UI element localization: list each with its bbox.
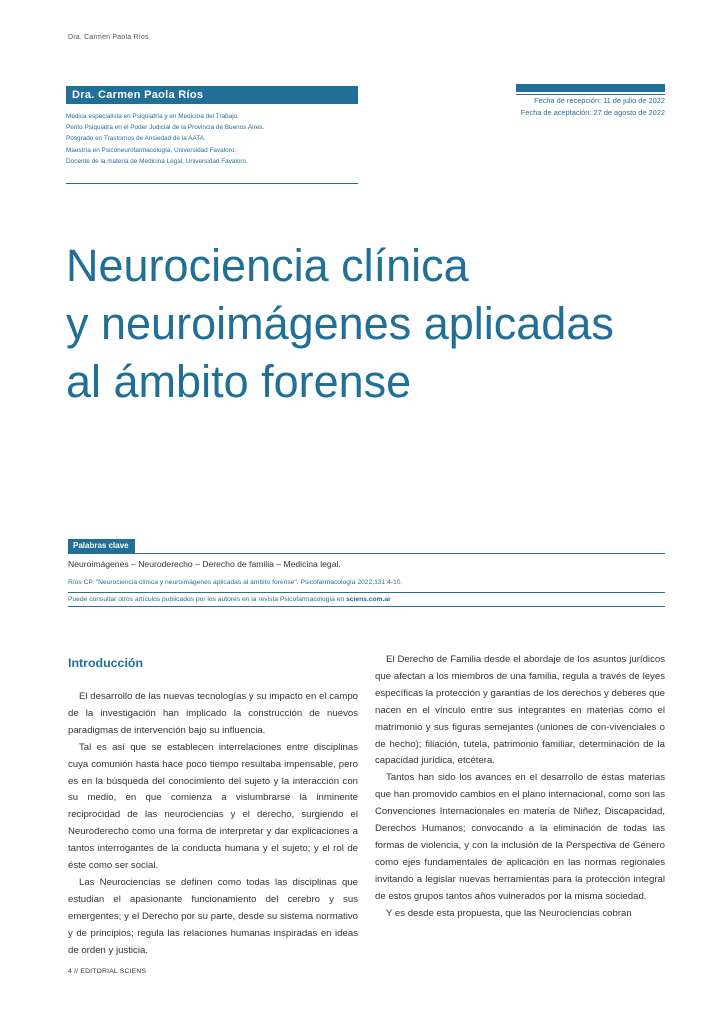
page-footer: 4 // EDITORIAL SCIENS [68, 968, 147, 975]
credential-item: Docente de la materia de Medicina Legal, Universidad Favaloro. [66, 157, 248, 165]
credential-item: Maestría en Psiconeurofarmacología, Universidad Favaloro. [66, 146, 237, 154]
more-articles-note [68, 596, 391, 603]
keywords-text: Neuroimágenes – Neuroderecho – Derecho de familia – Medicina legal. [68, 559, 341, 569]
divider [66, 183, 358, 184]
section-heading: Introducción [68, 656, 144, 670]
received-date: Fecha de recepción: 11 de julio de 2022 [534, 96, 665, 105]
more-articles-text: Puede consultar otros artículos publicados por los autores en la revista Psicofarmacología en [68, 596, 347, 603]
credential-item: Posgrado en Trastornos de Ansiedad de la AATA. [66, 135, 206, 143]
credential-item: Perito Psiquiatra en el Poder Judicial de la Provincia de Buenos Aires. [66, 124, 265, 132]
author-name: Dra. Carmen Paola Ríos [66, 86, 358, 104]
title-line-3: al ámbito forense [66, 356, 412, 407]
divider [68, 553, 665, 554]
body-column-right [375, 652, 665, 923]
divider [68, 592, 665, 593]
title-line-1: Neurociencia clínica [66, 240, 469, 291]
body-column-left [68, 654, 358, 960]
divider [516, 94, 665, 95]
title-line-2: y neuroimágenes aplicadas [66, 298, 614, 349]
paragraph: El desarrollo de las nuevas tecnologías y su impacto en el campo de la investigación han implicado la construcción de nuevos paradigmas de intervención bajo su influencia. [68, 691, 358, 736]
paragraph: Las Neurociencias se definen como todas las disciplinas que estudian el apasionante funcionamiento del cerebro y sus emergentes; y el Derecho por su parte, desde su sistema normativo y de principios; regula las relaciones humanas inspiradas en ideas de orden y justicia. [68, 876, 358, 956]
dates-accent-bar [516, 84, 665, 92]
paragraph: Y es desde esta propuesta, que las Neurociencias cobran [386, 907, 632, 919]
keywords-label: Palabras clave [68, 539, 135, 553]
paragraph: Tantos han sido los avances en el desarrollo de éstas materias que han promovido cambios en el plano internacional, como son las Convenciones Internacionales en materia de Niñez, Discapacidad, Derechos Humanos; convocando a la eliminación de todas las formas de violencia, y con la inclusión de la Perspectiva de Género como ejes fundamentales de aplicación en las normas regionales invitando a legislar nuevas herramientas para la protección integral de estos grupos tantos años vulnerados por la misma sociedad. [375, 772, 665, 902]
divider [68, 606, 665, 607]
running-header: Dra. Carmen Paola Ríos [68, 34, 149, 41]
author-block [66, 86, 358, 184]
citation-text: Ríos CP. "Neurociencia clínica y neuroimágenes aplicadas al ámbito forense". Psicofarmacología 2022;131:4-10. [68, 579, 403, 586]
article-title [66, 237, 666, 411]
paragraph: Tal es así que se establecen interrelaciones entre disciplinas cuya comunión hasta hace poco tiempo resultaba impensable, pero es en la búsqueda del conocimiento del sujeto y la interacción con su medio, en que comienza a vislumbrarse la inminente reciprocidad de las neurociencias y el derecho, surgiendo el Neuroderecho como una forma de interpretar y dar explicaciones a tantos interrogantes de la conducta humana y el sujeto; y el rol de éste como ser social. [68, 741, 358, 872]
credential-item: Médica especialista en Psiquiatría y en Medicina del Trabajo. [66, 113, 239, 120]
accepted-date: Fecha de aceptación: 27 de agosto de 2022 [520, 107, 665, 117]
paragraph: El Derecho de Familia desde el abordaje de los asuntos jurídicos que afectan a los miembros de una familia, regula a través de leyes específicas la protección y garantías de los derechos y deberes que nacen en el vínculo entre sus integrantes en materias como el matrimonio y sus figuras semejantes (uniones de con-vivenciales o de hecho); filiación, tutela, patrimonio familiar, determinación de la capacidad jurídica, etcétera. [375, 654, 665, 767]
dates-block [516, 84, 665, 118]
sciens-link[interactable]: sciens.com.ar [346, 596, 391, 603]
author-credentials [66, 111, 358, 167]
